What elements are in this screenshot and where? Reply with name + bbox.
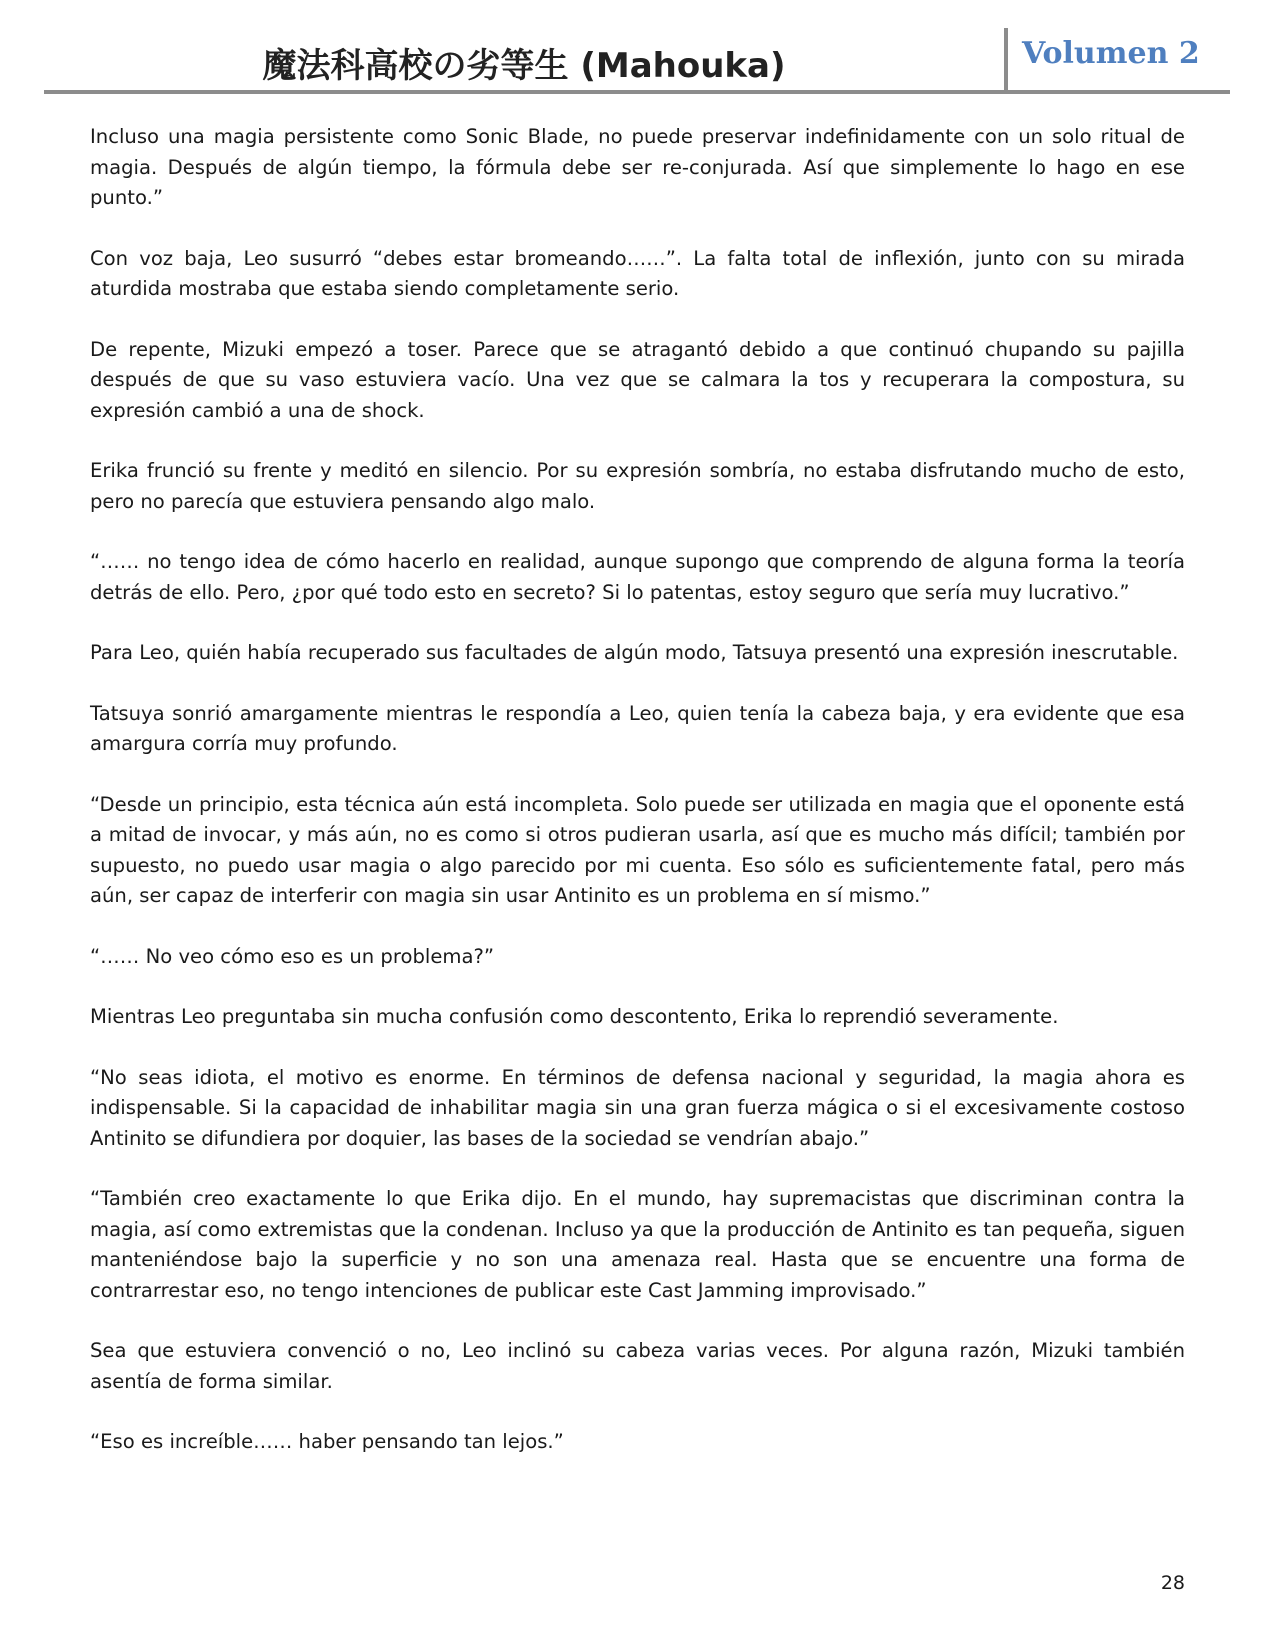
- page-number: 28: [1160, 1572, 1185, 1594]
- paragraph: “No seas idiota, el motivo es enorme. En términos de defensa nacional y seguridad, la magia ahora es indispensable. Si la capacidad de inhabilitar magia sin una gran fuerza mágica o si el excesivamente costoso Antinito se difundiera por doquier, las bases de la sociedad se vendrían abajo.”: [90, 1065, 1185, 1150]
- paragraph: Mientras Leo preguntaba sin mucha confusión como descontento, Erika lo reprendió severamente.: [90, 1005, 1059, 1028]
- paragraph: Con voz baja, Leo susurró “debes estar bromeando……”. La falta total de inflexión, junto con su mirada aturdida mostraba que estaba siendo completamente serio.: [90, 246, 1185, 300]
- header-title: 魔法科高校の劣等生 (Mahouka): [262, 46, 786, 86]
- paragraph: Para Leo, quién había recuperado sus facultades de algún modo, Tatsuya presentó una expresión inescrutable.: [90, 641, 1179, 664]
- paragraph: Incluso una magia persistente como Sonic Blade, no puede preservar indefinidamente con un solo ritual de magia. Después de algún tiempo, la fórmula debe ser re-conjurada. Así que simplemente lo hago en ese punto.”: [90, 125, 1185, 209]
- paragraph: Erika frunció su frente y meditó en silencio. Por su expresión sombría, no estaba disfrutando mucho de esto, pero no parecía que estuviera pensando algo malo.: [90, 459, 1185, 513]
- paragraph: Tatsuya sonrió amargamente mientras le respondía a Leo, quien tenía la cabeza baja, y era evidente que esa amargura corría muy profundo.: [90, 701, 1185, 755]
- paragraph: “Desde un principio, esta técnica aún está incompleta. Solo puede ser utilizada en magia que el oponente está a mitad de invocar, y más aún, no es como si otros pudieran usarla, así que es mucho más difícil; también por supuesto, no puedo usar magia o algo parecido por mi cuenta. Eso sólo es suficientemente fatal, pero más aún, ser capaz de interferir con magia sin usar Antinito es un problema en sí mismo.”: [90, 792, 1185, 907]
- paragraph: “También creo exactamente lo que Erika dijo. En el mundo, hay supremacistas que discriminan contra la magia, así como extremistas que la condenan. Incluso ya que la producción de Antinito es tan pequeña, siguen manteniéndose bajo la superficie y no son una amenaza real. Hasta que se encuentre una forma de contrarrestar eso, no tengo intenciones de publicar este Cast Jamming improvisado.”: [90, 1187, 1185, 1302]
- paragraph: De repente, Mizuki empezó a toser. Parece que se atragantó debido a que continuó chupando su pajilla después de que su vaso estuviera vacío. Una vez que se calmara la tos y recuperara la compostura, su expresión cambió a una de shock.: [90, 337, 1185, 422]
- paragraph: “Eso es increíble…… haber pensando tan lejos.”: [90, 1430, 564, 1453]
- header-divider: [1004, 28, 1008, 92]
- paragraph: “…… No veo cómo eso es un problema?”: [90, 944, 495, 968]
- volume-label: Volumen 2: [1022, 36, 1200, 71]
- paragraph: “…… no tengo idea de cómo hacerlo en realidad, aunque supongo que comprendo de alguna forma la teoría detrás de ello. Pero, ¿por qué todo esto en secreto? Si lo patentas, estoy seguro que sería muy lucrativo.”: [90, 550, 1185, 604]
- page-body: [90, 122, 1185, 1488]
- page-header: [44, 26, 1230, 94]
- paragraph: Sea que estuviera convenció o no, Leo inclinó su cabeza varias veces. Por alguna razón, Mizuki también asentía de forma similar.: [90, 1339, 1185, 1393]
- header-rule: [44, 90, 1230, 94]
